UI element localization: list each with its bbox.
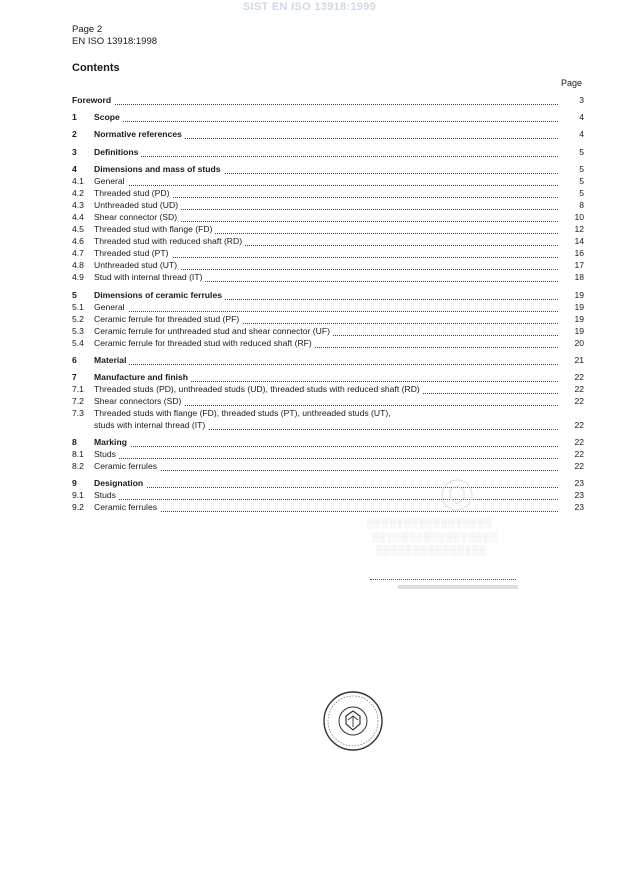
toc-page-number: 8 — [575, 199, 584, 211]
toc-number: 5.2 — [72, 314, 84, 324]
toc-page-number: 19 — [570, 325, 584, 337]
official-seal-icon — [322, 690, 384, 752]
toc-row — [72, 146, 584, 158]
toc-leader-dots — [100, 307, 558, 312]
faint-seal-icon — [440, 478, 474, 512]
toc-page-number: 5 — [575, 163, 584, 175]
toc-number: 9.1 — [72, 490, 84, 500]
toc-page-number: 5 — [575, 175, 584, 187]
toc-row — [72, 271, 584, 283]
toc-title: Unthreaded stud (UD) — [94, 199, 181, 211]
toc-row — [72, 175, 584, 187]
toc-page-number: 20 — [570, 337, 584, 349]
page-column-label: Page — [561, 78, 583, 88]
toc-leader-dots — [100, 117, 558, 122]
toc-row — [72, 223, 584, 235]
toc-row — [72, 199, 584, 211]
toc-title: Shear connectors (SD) — [94, 395, 184, 407]
toc-number: 1 — [72, 112, 77, 122]
toc-title: Ceramic ferrule for unthreaded stud and shear connector (UF) — [94, 325, 333, 337]
toc-title: Threaded studs with flange (FD), threaded studs (PT), unthreaded studs (UT), — [94, 407, 394, 419]
toc-number: 8.1 — [72, 449, 84, 459]
toc-row — [72, 259, 584, 271]
toc-leader-dots — [100, 360, 558, 365]
toc-number: 5 — [72, 290, 77, 300]
toc-row — [72, 163, 584, 175]
toc-page-number: 5 — [575, 146, 584, 158]
toc-row — [72, 489, 584, 501]
toc-page-number: 22 — [570, 460, 584, 472]
toc-number: 2 — [72, 129, 77, 139]
toc-number: 4.3 — [72, 200, 84, 210]
toc-row — [72, 383, 584, 395]
toc-page-number: 22 — [570, 419, 584, 431]
toc-number: 9.2 — [72, 502, 84, 512]
toc-title: Threaded stud with flange (FD) — [94, 223, 215, 235]
toc-leader-dots — [100, 181, 558, 186]
library-stamp: ░░░░░░░░░░░░░░░░░ — [367, 518, 493, 528]
toc-row — [72, 419, 584, 431]
toc-row — [72, 460, 584, 472]
toc-row — [72, 477, 584, 489]
toc-page-number: 22 — [570, 436, 584, 448]
toc-row — [72, 235, 584, 247]
toc-title: Scope — [94, 111, 123, 123]
page-label: Page 2 — [72, 24, 103, 35]
toc-page-number: 4 — [575, 111, 584, 123]
toc-page-number: 16 — [570, 247, 584, 259]
toc-row — [72, 395, 584, 407]
toc-page-number: 19 — [570, 301, 584, 313]
toc-row — [72, 313, 584, 325]
contents-title: Contents — [72, 62, 120, 74]
toc-row — [72, 187, 584, 199]
toc-number: 8.2 — [72, 461, 84, 471]
toc-row — [72, 289, 584, 301]
toc-number: 7.3 — [72, 408, 84, 418]
toc-title: Designation — [94, 477, 146, 489]
toc-number: 4.6 — [72, 236, 84, 246]
toc-leader-dots — [100, 152, 558, 157]
toc-title: Ceramic ferrule for threaded stud (PF) — [94, 313, 242, 325]
toc-leader-dots — [100, 454, 558, 459]
toc-page-number: 22 — [570, 448, 584, 460]
toc-number: 7.2 — [72, 396, 84, 406]
toc-row — [72, 501, 584, 513]
toc-title: Ceramic ferrule for threaded stud with reduced shaft (RF) — [94, 337, 315, 349]
toc-page-number: 17 — [570, 259, 584, 271]
toc-leader-dots — [100, 466, 558, 471]
toc-leader-dots — [100, 507, 558, 512]
toc-number: 7.1 — [72, 384, 84, 394]
toc-row — [72, 354, 584, 366]
toc-title: Dimensions and mass of studs — [94, 163, 224, 175]
toc-title: Studs — [94, 489, 119, 501]
toc-row — [72, 94, 584, 106]
toc-row — [72, 371, 584, 383]
library-stamp-line: ░░░░░░░░░░░░░░░ — [376, 545, 487, 555]
toc-number: 5.1 — [72, 302, 84, 312]
toc-number: 7 — [72, 372, 77, 382]
toc-page-number: 23 — [570, 477, 584, 489]
toc-title: General — [94, 175, 128, 187]
toc-title: Ceramic ferrules — [94, 460, 160, 472]
toc-leader-dots — [100, 100, 558, 105]
toc-page-number: 4 — [575, 128, 584, 140]
toc-title: Threaded stud (PT) — [94, 247, 172, 259]
toc-page-number: 23 — [570, 489, 584, 501]
toc-row — [72, 301, 584, 313]
toc-row — [72, 436, 584, 448]
watermark: SIST EN ISO 13918:1999 — [242, 1, 377, 13]
toc-title: Marking — [94, 436, 130, 448]
document-id: EN ISO 13918:1998 — [72, 36, 158, 47]
toc-row — [72, 128, 584, 140]
toc-row — [72, 247, 584, 259]
toc-title: Manufacture and finish — [94, 371, 191, 383]
toc-number: 4 — [72, 164, 77, 174]
toc-number: 5.4 — [72, 338, 84, 348]
toc-page-number: 22 — [570, 371, 584, 383]
toc-leader-dots — [100, 483, 558, 488]
library-stamp-line: ░░░░░░░░░░░░░░░░░ — [372, 532, 498, 542]
toc-row — [72, 325, 584, 337]
toc-title: Normative references — [94, 128, 185, 140]
toc-page-number: 12 — [570, 223, 584, 235]
toc-title: Studs — [94, 448, 119, 460]
toc-page-number: 10 — [570, 211, 584, 223]
toc-page-number: 21 — [570, 354, 584, 366]
toc-number: 4.2 — [72, 188, 84, 198]
toc-number: 9 — [72, 478, 77, 488]
toc-title: Ceramic ferrules — [94, 501, 160, 513]
toc-row — [72, 407, 584, 419]
toc-number: 3 — [72, 147, 77, 157]
inventory-line — [370, 579, 516, 580]
toc-row — [72, 111, 584, 123]
toc-title: Unthreaded stud (UT) — [94, 259, 180, 271]
toc-page-number: 14 — [570, 235, 584, 247]
toc-number: 4.9 — [72, 272, 84, 282]
toc-title: General — [94, 301, 128, 313]
toc-title: Definitions — [94, 146, 141, 158]
toc-number: 5.3 — [72, 326, 84, 336]
toc-title: Threaded stud with reduced shaft (RD) — [94, 235, 245, 247]
toc-number: 4.5 — [72, 224, 84, 234]
toc-title: Stud with internal thread (IT) — [94, 271, 205, 283]
toc-page-number: 22 — [570, 395, 584, 407]
toc-title: studs with internal thread (IT) — [94, 419, 208, 431]
toc-leader-dots — [100, 442, 558, 447]
toc-page-number: 5 — [575, 187, 584, 199]
toc-page-number: 22 — [570, 383, 584, 395]
toc-row — [72, 337, 584, 349]
inventory-stamp — [398, 585, 518, 589]
toc-title: Threaded studs (PD), unthreaded studs (UD), threaded studs with reduced shaft (RD) — [94, 383, 423, 395]
toc-page-number: 3 — [575, 94, 584, 106]
toc-title: Shear connector (SD) — [94, 211, 180, 223]
toc-number: 4.7 — [72, 248, 84, 258]
toc-leader-dots — [100, 495, 558, 500]
toc-row — [72, 448, 584, 460]
toc-title: Material — [94, 354, 129, 366]
toc-number: 4.1 — [72, 176, 84, 186]
toc-page-number: 18 — [570, 271, 584, 283]
toc-number: 4.4 — [72, 212, 84, 222]
toc-title: Dimensions of ceramic ferrules — [94, 289, 225, 301]
toc-number: 8 — [72, 437, 77, 447]
toc-title: Foreword — [72, 94, 114, 106]
toc-page-number: 23 — [570, 501, 584, 513]
toc-number: 6 — [72, 355, 77, 365]
toc-page-number: 19 — [570, 313, 584, 325]
toc-page-number: 19 — [570, 289, 584, 301]
toc-title: Threaded stud (PD) — [94, 187, 172, 199]
toc-row — [72, 211, 584, 223]
toc-number: 4.8 — [72, 260, 84, 270]
